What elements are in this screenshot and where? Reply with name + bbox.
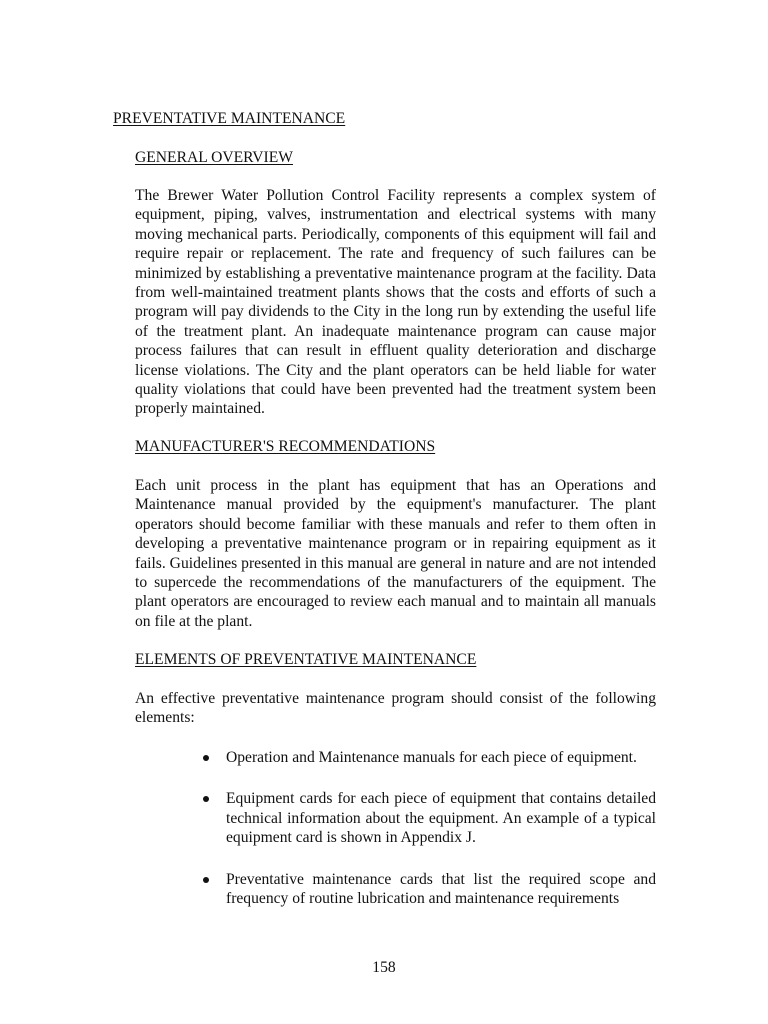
bullet-icon bbox=[203, 877, 209, 883]
main-heading: PREVENTATIVE MAINTENANCE bbox=[113, 110, 346, 127]
list-item bbox=[203, 870, 656, 909]
elements-intro-paragraph: An effective preventative maintenance program should consist of the following elements: bbox=[135, 690, 656, 727]
manufacturers-recommendations-paragraph: Each unit process in the plant has equipment that has an Operations and Maintenance manual provided by the equipment's manufacturer. The plant operators should become familiar with these manuals and refer to them often in developing a preventative maintenance program or in repairing equipment as it fails. Guidelines presented in this manual are general in nature and are not intended to supercede the recommendations of the manufacturers of the equipment. The plant operators are encouraged to review each manual and to maintain all manuals on file at the plant. bbox=[135, 477, 656, 630]
elements-bullet-list bbox=[203, 748, 656, 930]
section-heading-manufacturers-recommendations: MANUFACTURER'S RECOMMENDATIONS bbox=[135, 438, 436, 455]
section-heading-general-overview: GENERAL OVERVIEW bbox=[135, 149, 293, 166]
general-overview-paragraph: The Brewer Water Pollution Control Facility represents a complex system of equipment, piping, valves, instrumentation and electrical systems with many moving mechanical parts. Periodically, components of this equipment will fail and require repair or replacement. The rate and frequency of such failures can be minimized by establishing a preventative maintenance program at the facility. Data from well-maintained treatment plants shows that the costs and efforts of such a program will pay dividends to the City in the long run by extending the useful life of the treatment plant. An inadequate maintenance program can cause major process failures that can result in effluent quality deterioration and discharge license violations. The City and the plant operators can be held liable for water quality violations that could have been prevented had the treatment system been properly maintained. bbox=[135, 187, 656, 418]
list-item bbox=[203, 789, 656, 847]
bullet-text: Operation and Maintenance manuals for each piece of equipment. bbox=[226, 749, 637, 766]
page-number: 158 bbox=[372, 959, 396, 976]
list-item bbox=[203, 748, 656, 767]
bullet-icon bbox=[203, 755, 209, 761]
bullet-text: Equipment cards for each piece of equipment that contains detailed technical information about the equipment. An example of a typical equipment card is shown in Appendix J. bbox=[226, 790, 656, 847]
bullet-icon bbox=[203, 796, 209, 802]
section-heading-elements-of-preventative-maintenance: ELEMENTS OF PREVENTATIVE MAINTENANCE bbox=[135, 651, 477, 668]
bullet-text: Preventative maintenance cards that list the required scope and frequency of routine lubrication and maintenance requirements bbox=[226, 870, 656, 908]
